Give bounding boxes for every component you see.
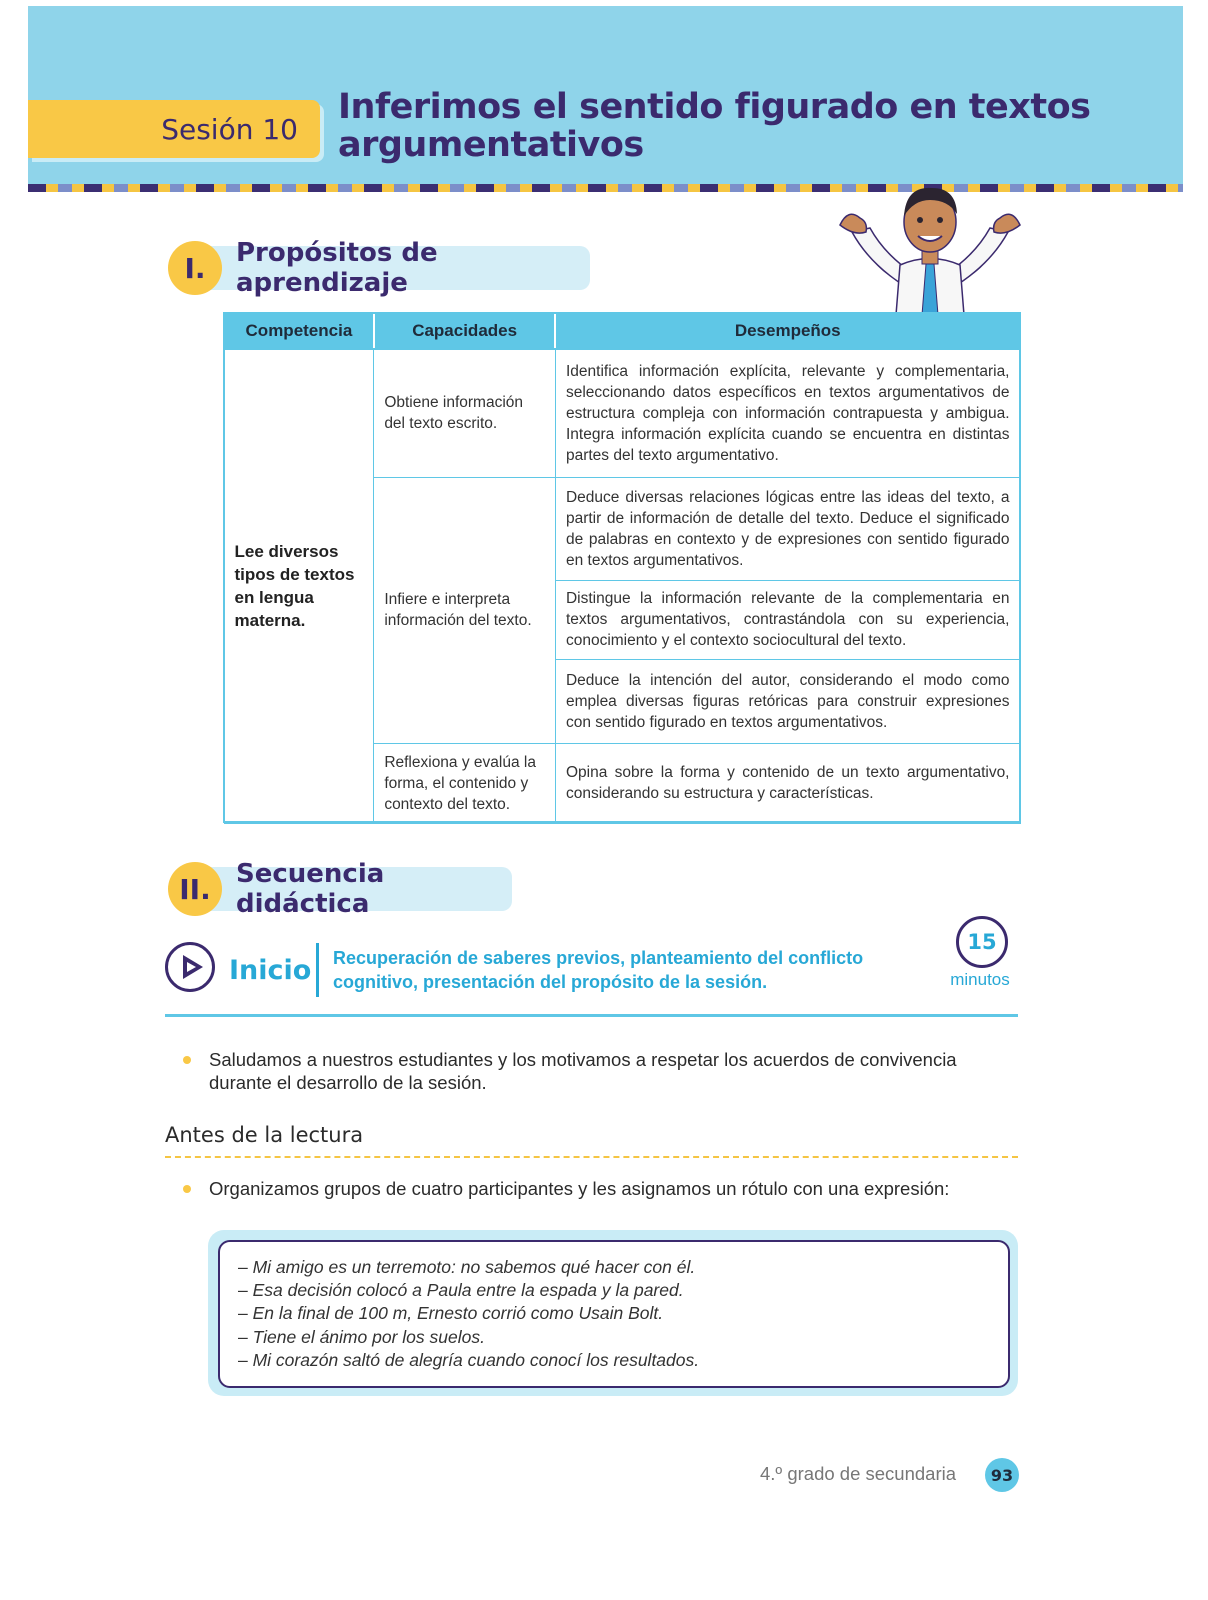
dashed-divider	[165, 1156, 1018, 1158]
session-tab	[28, 100, 320, 158]
timer-unit: minutos	[950, 970, 1010, 989]
capacidad-cell: Reflexiona y evalúa la forma, el contenido y contexto del texto.	[374, 743, 556, 823]
inicio-separator	[316, 943, 319, 997]
capacidad-cell: Obtiene información del texto escrito.	[374, 349, 556, 477]
table-header-row	[224, 313, 1020, 349]
session-label: Sesión 10	[161, 112, 298, 146]
desempeno-cell: Deduce diversas relaciones lógicas entre las ideas del texto, a partir de información de detalle del texto. Deduce el significado de palabras en contexto y de expresiones con sentido figurado en textos argumentativos.	[555, 477, 1020, 580]
section-2-title: Secuencia didáctica	[210, 867, 512, 911]
inicio-label: Inicio	[229, 955, 312, 986]
table-row	[224, 349, 1020, 477]
bullet-dot-icon	[183, 1056, 191, 1064]
section-2-number: II.	[168, 862, 222, 916]
inicio-description: Recuperación de saberes previos, planteamiento del conflicto cognitivo, presentación del propósito de la sesión.	[333, 948, 864, 992]
desempeno-cell: Distingue la información relevante de la complementaria en textos argumentativos, contrastándola con su experiencia, conocimiento y el contexto sociocultural del texto.	[555, 580, 1020, 659]
list-item: – Mi corazón saltó de alegría cuando conocí los resultados.	[238, 1349, 990, 1372]
competencia-cell: Lee diversos tipos de textos en lengua materna.	[224, 349, 374, 823]
list-item: – Esa decisión colocó a Paula entre la espada y la pared.	[238, 1279, 990, 1302]
competence-table	[223, 312, 1021, 824]
desempeno-cell: Opina sobre la forma y contenido de un texto argumentativo, considerando su estructura y características.	[555, 743, 1020, 823]
bullet-dot-icon	[183, 1185, 191, 1193]
bullet-greeting	[183, 1048, 1018, 1094]
section-1-title: Propósitos de aprendizaje	[210, 246, 590, 290]
play-icon	[165, 942, 215, 992]
bullet-text: Saludamos a nuestros estudiantes y los motivamos a respetar los acuerdos de convivencia durante el desarrollo de la sesión.	[209, 1049, 957, 1093]
desempeno-cell: Identifica información explícita, relevante y complementaria, seleccionando datos específicos en textos argumentativos de estructura compleja con información contrapuesta y ambigua. Integra información explícita cuando se encuentra en distintas partes del texto argumentativo.	[555, 349, 1020, 477]
inicio-divider	[165, 1014, 1018, 1017]
bullet-text: Organizamos grupos de cuatro participantes y les asignamos un rótulo con una expresión:	[209, 1178, 950, 1199]
header-capacidades: Capacidades	[374, 313, 556, 349]
list-item: – Tiene el ánimo por los suelos.	[238, 1326, 990, 1349]
page-number: 93	[985, 1458, 1019, 1492]
header-competencia: Competencia	[224, 313, 374, 349]
timer-minutes: 15	[967, 930, 997, 954]
list-item: – En la final de 100 m, Ernesto corrió como Usain Bolt.	[238, 1302, 990, 1325]
section-1-number: I.	[168, 241, 222, 295]
section-1-heading	[168, 238, 590, 298]
timer-icon	[956, 916, 1008, 968]
bullet-groups	[183, 1177, 1018, 1200]
page-title: Inferimos el sentido figurado en textos argumentativos	[338, 87, 1091, 165]
list-item: – Mi amigo es un terremoto: no sabemos qué hacer con él.	[238, 1256, 990, 1279]
subheading: Antes de la lectura	[165, 1123, 364, 1147]
teacher-illustration	[830, 170, 1030, 315]
expressions-list	[238, 1256, 990, 1372]
section-2-heading	[168, 859, 512, 919]
desempeno-cell: Deduce la intención del autor, considerando el modo como emplea diversas figuras retóricas para construir expresiones con sentido figurado en textos argumentativos.	[555, 659, 1020, 743]
header-desempenos: Desempeños	[555, 313, 1020, 349]
footer-grade: 4.º grado de secundaria	[760, 1463, 957, 1484]
expressions-box	[218, 1240, 1010, 1388]
capacidad-cell: Infiere e interpreta información del texto.	[374, 477, 556, 743]
